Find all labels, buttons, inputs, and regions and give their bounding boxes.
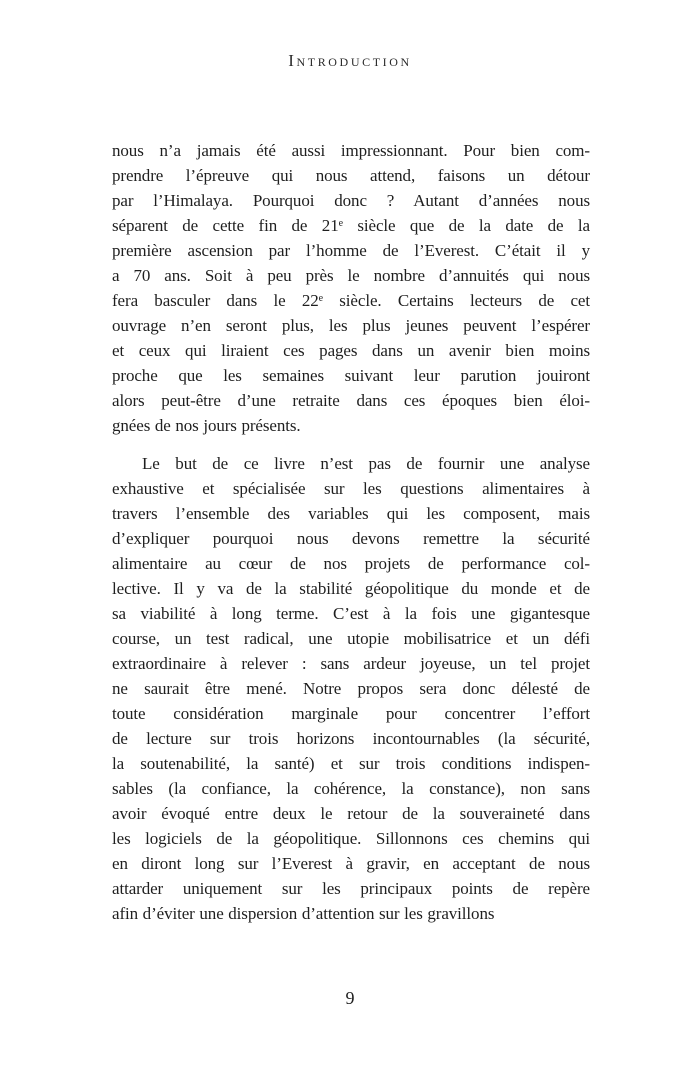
text-line: avoir évoqué entre deux le retour de la souveraineté dans bbox=[112, 804, 590, 823]
text-line: les logiciels de la géopolitique. Sillonnons ces chemins qui bbox=[112, 829, 590, 848]
text-line: course, un test radical, une utopie mobilisatrice et un défi bbox=[112, 629, 590, 648]
text-line: alors peut-être d’une retraite dans ces époques bien éloi- bbox=[112, 391, 590, 410]
text-line: Le but de ce livre n’est pas de fournir une analyse bbox=[142, 454, 590, 473]
text-line: d’expliquer pourquoi nous devons remettre la sécurité bbox=[112, 529, 590, 548]
text-line: première ascension par l’homme de l’Everest. C’était il y bbox=[112, 241, 590, 260]
text-line: par l’Himalaya. Pourquoi donc ? Autant d’années nous bbox=[112, 191, 590, 210]
text-block bbox=[112, 138, 590, 926]
text-line: nous n’a jamais été aussi impressionnant. Pour bien com- bbox=[112, 141, 590, 160]
text-line: la soutenabilité, la santé) et sur trois conditions indispen- bbox=[112, 754, 590, 773]
text-line: proche que les semaines suivant leur parution jouiront bbox=[112, 366, 590, 385]
text-line: et ceux qui liraient ces pages dans un avenir bien moins bbox=[112, 341, 590, 360]
text-line: gnées de nos jours présents. bbox=[112, 416, 301, 435]
text-line: toute considération marginale pour concentrer l’effort bbox=[112, 704, 590, 723]
text-line: en diront long sur l’Everest à gravir, en acceptant de nous bbox=[112, 854, 590, 873]
text-line: exhaustive et spécialisée sur les questions alimentaires à bbox=[112, 479, 590, 498]
text-line: alimentaire au cœur de nos projets de performance col- bbox=[112, 554, 590, 573]
text-line: a 70 ans. Soit à peu près le nombre d’annuités qui nous bbox=[112, 266, 590, 285]
paragraph bbox=[112, 138, 590, 438]
page-number: 9 bbox=[345, 988, 355, 1008]
text-line: travers l’ensemble des variables qui les composent, mais bbox=[112, 504, 590, 523]
text-line: ne saurait être mené. Notre propos sera donc délesté de bbox=[112, 679, 590, 698]
text-line: sa viabilité à long terme. C’est à la fois une gigantesque bbox=[112, 604, 590, 623]
text-line: fera basculer dans le 22e siècle. Certains lecteurs de cet bbox=[112, 291, 590, 310]
text-line: prendre l’épreuve qui nous attend, faisons un détour bbox=[112, 166, 590, 185]
text-line: ouvrage n’en seront plus, les plus jeunes peuvent l’espérer bbox=[112, 316, 590, 335]
page-header: Introduction bbox=[288, 51, 412, 70]
text-line: afin d’éviter une dispersion d’attention sur les gravillons bbox=[112, 904, 495, 923]
text-line: attarder uniquement sur les principaux points de repère bbox=[112, 879, 590, 898]
text-line: de lecture sur trois horizons incontournables (la sécurité, bbox=[112, 729, 590, 748]
text-line: lective. Il y va de la stabilité géopolitique du monde et de bbox=[112, 579, 590, 598]
text-line: séparent de cette fin de 21e siècle que de la date de la bbox=[112, 216, 590, 235]
paragraph bbox=[112, 451, 590, 926]
text-line: sables (la confiance, la cohérence, la constance), non sans bbox=[112, 779, 590, 798]
text-line: extraordinaire à relever : sans ardeur joyeuse, un tel projet bbox=[112, 654, 590, 673]
